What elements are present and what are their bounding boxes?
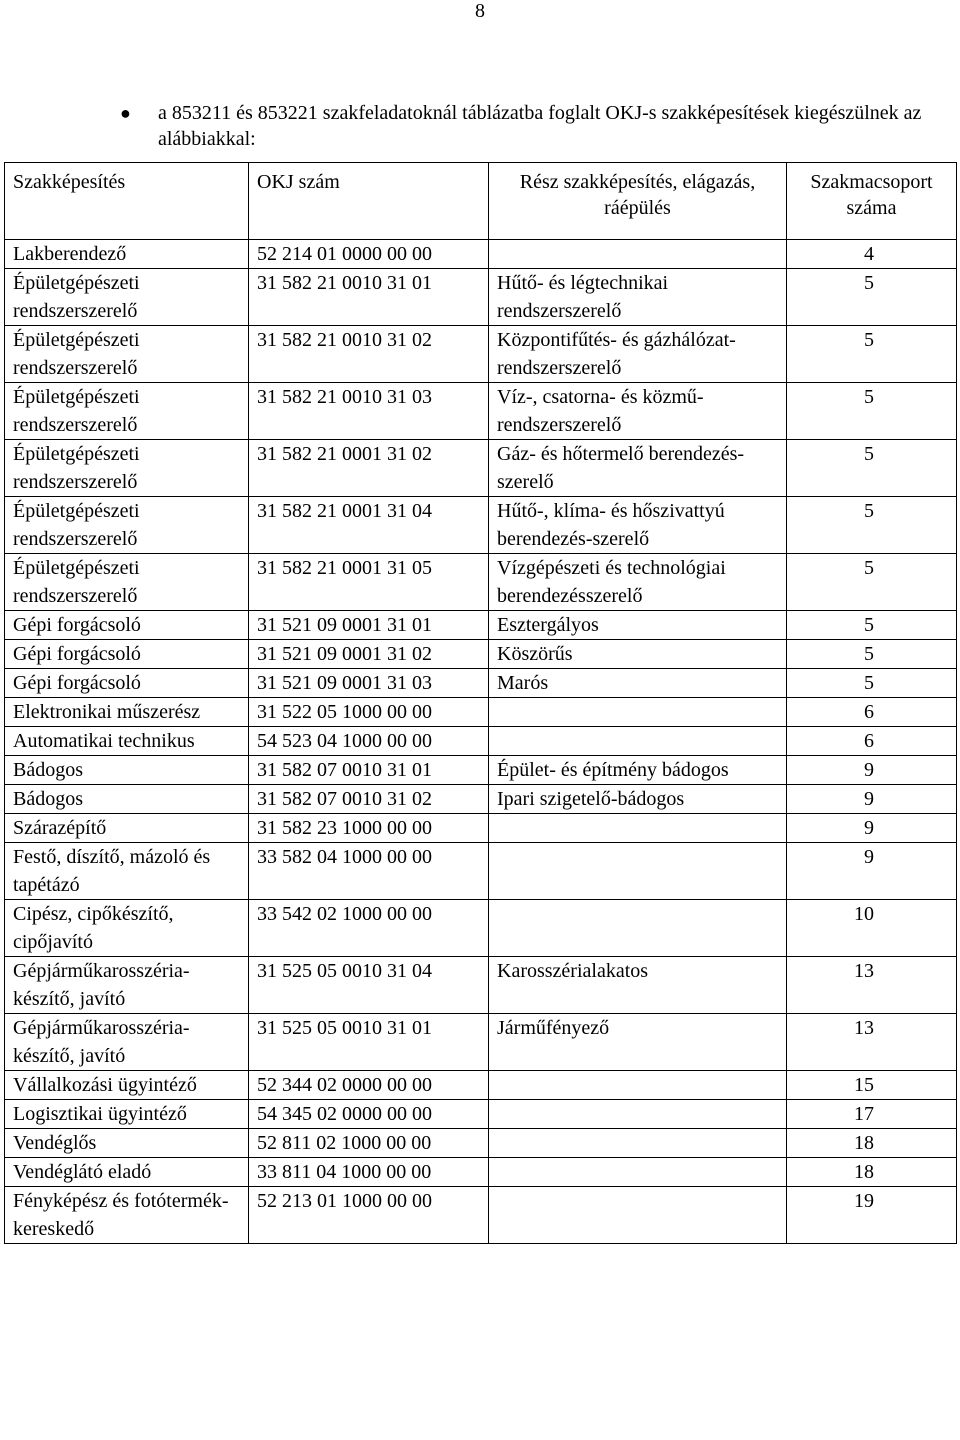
cell-group-number: 13: [787, 1014, 957, 1071]
qualifications-table: [4, 162, 957, 1244]
cell-group-number: 15: [787, 1071, 957, 1100]
table-row: [5, 554, 957, 611]
cell-qualification: Vendéglátó eladó: [5, 1158, 249, 1187]
cell-qualification: Automatikai technikus: [5, 727, 249, 756]
cell-qualification: Épületgépészeti rendszerszerelő: [5, 383, 249, 440]
table-row: [5, 669, 957, 698]
cell-partial-qualification: [489, 1129, 787, 1158]
cell-okj-number: 31 582 07 0010 31 02: [249, 785, 489, 814]
cell-group-number: 17: [787, 1100, 957, 1129]
cell-qualification: Gépi forgácsoló: [5, 611, 249, 640]
table-row: [5, 1071, 957, 1100]
cell-partial-qualification: [489, 1158, 787, 1187]
cell-partial-qualification: Esztergályos: [489, 611, 787, 640]
cell-qualification: Épületgépészeti rendszerszerelő: [5, 269, 249, 326]
cell-qualification: Bádogos: [5, 756, 249, 785]
cell-group-number: 10: [787, 900, 957, 957]
cell-okj-number: 31 582 21 0010 31 02: [249, 326, 489, 383]
cell-qualification: Elektronikai műszerész: [5, 698, 249, 727]
cell-qualification: Épületgépészeti rendszerszerelő: [5, 497, 249, 554]
cell-okj-number: 31 582 21 0010 31 01: [249, 269, 489, 326]
cell-okj-number: 31 582 23 1000 00 00: [249, 814, 489, 843]
cell-partial-qualification: Köszörűs: [489, 640, 787, 669]
cell-partial-qualification: Vízgépészeti és technológiai berendezésszerelő: [489, 554, 787, 611]
cell-partial-qualification: [489, 1071, 787, 1100]
header-qualification: Szakképesítés: [5, 163, 249, 240]
cell-qualification: Vendéglős: [5, 1129, 249, 1158]
cell-group-number: 9: [787, 843, 957, 900]
cell-okj-number: 31 525 05 0010 31 04: [249, 957, 489, 1014]
cell-group-number: 13: [787, 957, 957, 1014]
table-row: [5, 900, 957, 957]
cell-group-number: 9: [787, 756, 957, 785]
table-row: [5, 843, 957, 900]
cell-qualification: Gépi forgácsoló: [5, 669, 249, 698]
cell-okj-number: 31 582 21 0001 31 04: [249, 497, 489, 554]
cell-partial-qualification: Hűtő-, klíma- és hőszivattyú berendezés-szerelő: [489, 497, 787, 554]
cell-okj-number: 31 582 07 0010 31 01: [249, 756, 489, 785]
table-row: [5, 727, 957, 756]
cell-group-number: 5: [787, 326, 957, 383]
cell-group-number: 6: [787, 727, 957, 756]
table-row: [5, 1100, 957, 1129]
cell-okj-number: 31 525 05 0010 31 01: [249, 1014, 489, 1071]
cell-qualification: Gépjárműkarosszéria-készítő, javító: [5, 957, 249, 1014]
bullet-icon: ●: [120, 103, 131, 123]
table-row: [5, 269, 957, 326]
table-row: [5, 1158, 957, 1187]
cell-qualification: Épületgépészeti rendszerszerelő: [5, 440, 249, 497]
cell-qualification: Gépjárműkarosszéria-készítő, javító: [5, 1014, 249, 1071]
cell-partial-qualification: [489, 900, 787, 957]
table-row: [5, 957, 957, 1014]
cell-group-number: 18: [787, 1158, 957, 1187]
cell-qualification: Cipész, cipőkészítő, cipőjavító: [5, 900, 249, 957]
cell-group-number: 5: [787, 383, 957, 440]
cell-group-number: 6: [787, 698, 957, 727]
table-body: [5, 240, 957, 1244]
table-row: [5, 814, 957, 843]
table-row: [5, 326, 957, 383]
cell-group-number: 9: [787, 814, 957, 843]
table-row: [5, 1014, 957, 1071]
table-row: [5, 497, 957, 554]
cell-group-number: 5: [787, 497, 957, 554]
cell-qualification: Lakberendező: [5, 240, 249, 269]
cell-group-number: 5: [787, 269, 957, 326]
cell-qualification: Épületgépészeti rendszerszerelő: [5, 554, 249, 611]
cell-partial-qualification: [489, 727, 787, 756]
cell-group-number: 5: [787, 554, 957, 611]
cell-okj-number: 54 345 02 0000 00 00: [249, 1100, 489, 1129]
table-row: [5, 640, 957, 669]
cell-okj-number: 31 582 21 0010 31 03: [249, 383, 489, 440]
cell-partial-qualification: Központifűtés- és gázhálózat-rendszerszerelő: [489, 326, 787, 383]
cell-qualification: Épületgépészeti rendszerszerelő: [5, 326, 249, 383]
table-row: [5, 240, 957, 269]
table-row: [5, 756, 957, 785]
table-row: [5, 440, 957, 497]
cell-group-number: 18: [787, 1129, 957, 1158]
table-row: [5, 698, 957, 727]
cell-partial-qualification: [489, 814, 787, 843]
header-partial-qualification: Rész szakképesítés, elágazás, ráépülés: [489, 163, 787, 240]
cell-qualification: Vállalkozási ügyintéző: [5, 1071, 249, 1100]
cell-partial-qualification: [489, 698, 787, 727]
cell-qualification: Bádogos: [5, 785, 249, 814]
cell-group-number: 5: [787, 440, 957, 497]
cell-okj-number: 33 542 02 1000 00 00: [249, 900, 489, 957]
intro-paragraph: [120, 100, 950, 152]
cell-qualification: Szárazépítő: [5, 814, 249, 843]
cell-okj-number: 54 523 04 1000 00 00: [249, 727, 489, 756]
cell-partial-qualification: Víz-, csatorna- és közmű-rendszerszerelő: [489, 383, 787, 440]
table-header-row: [5, 163, 957, 240]
cell-group-number: 9: [787, 785, 957, 814]
cell-okj-number: 31 582 21 0001 31 05: [249, 554, 489, 611]
cell-partial-qualification: [489, 1100, 787, 1129]
cell-group-number: 5: [787, 611, 957, 640]
header-okj-number: OKJ szám: [249, 163, 489, 240]
cell-partial-qualification: [489, 1187, 787, 1244]
cell-partial-qualification: Hűtő- és légtechnikai rendszerszerelő: [489, 269, 787, 326]
cell-okj-number: 52 344 02 0000 00 00: [249, 1071, 489, 1100]
page-number: 8: [475, 0, 485, 22]
cell-partial-qualification: Karosszérialakatos: [489, 957, 787, 1014]
cell-okj-number: 31 521 09 0001 31 03: [249, 669, 489, 698]
cell-partial-qualification: Járműfényező: [489, 1014, 787, 1071]
cell-group-number: 5: [787, 640, 957, 669]
cell-okj-number: 52 811 02 1000 00 00: [249, 1129, 489, 1158]
intro-text: a 853211 és 853221 szakfeladatoknál táblázatba foglalt OKJ-s szakképesítések kiegészülnek az alábbiakkal:: [158, 102, 922, 150]
cell-okj-number: 31 521 09 0001 31 01: [249, 611, 489, 640]
cell-okj-number: 52 213 01 1000 00 00: [249, 1187, 489, 1244]
cell-okj-number: 33 811 04 1000 00 00: [249, 1158, 489, 1187]
cell-group-number: 5: [787, 669, 957, 698]
table-row: [5, 785, 957, 814]
cell-group-number: 4: [787, 240, 957, 269]
header-group-number: Szakmacsoport száma: [787, 163, 957, 240]
cell-qualification: Fényképész és fotótermék-kereskedő: [5, 1187, 249, 1244]
table-row: [5, 1129, 957, 1158]
table-row: [5, 383, 957, 440]
cell-group-number: 19: [787, 1187, 957, 1244]
cell-partial-qualification: Gáz- és hőtermelő berendezés-szerelő: [489, 440, 787, 497]
cell-okj-number: 31 521 09 0001 31 02: [249, 640, 489, 669]
table-row: [5, 611, 957, 640]
table-row: [5, 1187, 957, 1244]
cell-partial-qualification: Ipari szigetelő-bádogos: [489, 785, 787, 814]
cell-partial-qualification: [489, 240, 787, 269]
cell-okj-number: 31 582 21 0001 31 02: [249, 440, 489, 497]
cell-qualification: Gépi forgácsoló: [5, 640, 249, 669]
cell-qualification: Festő, díszítő, mázoló és tapétázó: [5, 843, 249, 900]
cell-okj-number: 52 214 01 0000 00 00: [249, 240, 489, 269]
cell-partial-qualification: Épület- és építmény bádogos: [489, 756, 787, 785]
cell-okj-number: 33 582 04 1000 00 00: [249, 843, 489, 900]
cell-qualification: Logisztikai ügyintéző: [5, 1100, 249, 1129]
cell-okj-number: 31 522 05 1000 00 00: [249, 698, 489, 727]
cell-partial-qualification: [489, 843, 787, 900]
cell-partial-qualification: Marós: [489, 669, 787, 698]
